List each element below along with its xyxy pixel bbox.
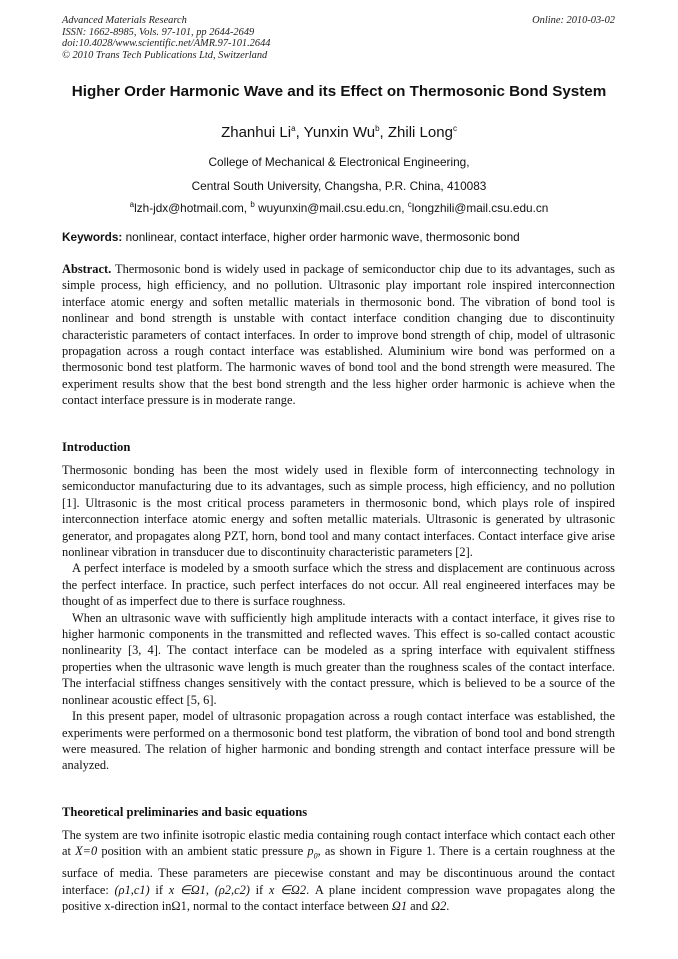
math-domain1: x ∈Ω1 [168,882,206,897]
doi: doi:10.4028/www.scientific.net/AMR.97-101.2644 [62,38,271,49]
email-link[interactable]: lzh-jdx@hotmail.com [134,201,244,215]
author-name: Zhanhui Li [221,124,292,141]
math-domain2: x ∈Ω2 [268,882,307,897]
abstract [62,261,615,409]
theory-body [62,827,615,915]
math-medium2: (ρ2,c2) [214,882,250,897]
author-name: Zhili Long [387,124,453,141]
issn: ISSN: 1662-8985, Vols. 97-101, pp 2644-2649 [62,26,255,38]
section-heading-theory: Theoretical preliminaries and basic equations [62,805,308,819]
paragraph: A perfect interface is modeled by a smooth surface which the stress and displacement are continuous across the perfect interface. In practice, such perfect interfaces do not occur. All real engineered interfaces may be thought of as imperfect due to there is surface roughness. [62,561,615,609]
email-link[interactable]: wuyunxin@mail.csu.edu.cn [258,201,402,215]
paragraph: When an ultrasonic wave with sufficiently high amplitude interacts with a contact interface, it gives rise to higher harmonic components in the transmitted and reflected waves. This effect is so-called contact acoustic nonlinearity [3, 4]. The contact interface can be modeled as a spring interface with equivalent stiffness properties when the ultrasonic wave length is much greater than the roughness scales of the contact interface. The interfacial stiffness changes sensitively with the contact pressure, which is believed to be a source of the nonlinear acoustic effect [5, 6]. [62,610,615,707]
section-heading-introduction: Introduction [62,440,131,454]
online-date: Online: 2010-03-02 [532,15,615,26]
email-mark: a [129,200,135,210]
abstract-label: Abstract. [62,262,112,276]
introduction-body [62,462,615,774]
abstract-text: Thermosonic bond is widely used in package of semiconductor chip due to its advantages, such as simple process, high efficiency, and no pollution. Ultrasonic play important role inspired interconnection interface atomic energy and soften metallic materials in thermosonic bond. The vibration of bond tool is nonlinear and bond strength is unstable with contact interface condition changing due to discontinuity characteristic parameters of contact interfaces. In order to improve bond strength of chip, model of ultrasonic propagation across a rough contact interface was established. Aluminium wire bond was performed on a thermosonic bond test platform. The harmonic waves of bond tool and the bond strength were measured. The experiment results show that the best bond strength and the less higher order harmonic is achieve when the contact interface pressure is in moderate range. [62,262,616,408]
paragraph: Thermosonic bonding has been the most widely used in flexible form of interconnecting technology in semiconductor manufacturing due to its advantages, such as simple process, high efficiency, and no pollution [1]. Ultrasonic is the most critical process parameters in thermosonic bond, which plays role of inspired interconnection interface atomic energy and soften metallic materials. Ultrasonic is generated by ultrasonic generator, and propagates along PZT, horn, bond tool and many contact interfaces. Contact interface give arise nonlinear vibration in transducer due to discontinuity characteristic parameters [2]. [62,463,615,560]
author-name: Yunxin Wu [303,124,376,141]
keywords-text: nonlinear, contact interface, higher order harmonic wave, thermosonic bond [125,230,520,244]
author-mark: b [375,124,380,133]
copyright: © 2010 Trans Tech Publications Ltd, Switzerland [62,49,268,61]
journal-name: Advanced Materials Research [62,15,187,26]
author-mark: c [452,124,457,133]
math-medium1: (ρ1,c1) [114,882,150,897]
affiliation-line-2: Central South University, Changsha, P.R. China, 410083 [191,179,487,193]
math-x0: X=0 [75,844,98,859]
keywords [62,230,520,244]
paper-title: Higher Order Harmonic Wave and its Effect on Thermosonic Bond System [71,83,607,100]
email-mark: b [250,200,255,210]
paragraph: In this present paper, model of ultrasonic propagation across a rough contact interface was established, the experiments were performed on a thermosonic bond test platform, the vibration of bond tool and bond strength were measured. The relation of higher harmonic and bonding strength and contact interface pressure will be analyzed. [62,709,615,773]
email-link[interactable]: longzhili@mail.csu.edu.cn [411,201,549,215]
email-list: $^a$lzh-jdx@hotmail.com, $^b$ wuyunxin@mail.csu.edu.cn, $^c$longzhili@mail.csu.edu.cn [129,200,549,215]
affiliation-line-1: College of Mechanical & Electronical Engineering, [208,155,470,169]
math-p0: $p_0$ [307,844,318,861]
author-list: Zhanhui Li$^a$, Yunxin Wu$^b$, Zhili Long$^c$ [221,124,457,141]
email-mark: c [407,200,412,210]
journal-header [62,15,270,61]
keywords-label: Keywords: [62,230,123,244]
paragraph: The system are two infinite isotropic elastic media containing rough contact interface which contact each other at X=0 position with an ambient static pressure $p_0$, as shown in Figure 1. There is a certain roughness at the surface of media. These parameters are piecewise constant and may be discontinuous around the contact interface: (ρ1,c1) if x ∈Ω1, (ρ2,c2) if x ∈Ω2. A plane incident compression wave propagates along the positive x-direction inΩ1, normal to the contact interface between Ω1 and Ω2. [62,828,616,914]
math-omega2: Ω2 [431,899,447,914]
author-mark: a [291,124,296,133]
math-omega1: Ω1 [391,899,408,914]
